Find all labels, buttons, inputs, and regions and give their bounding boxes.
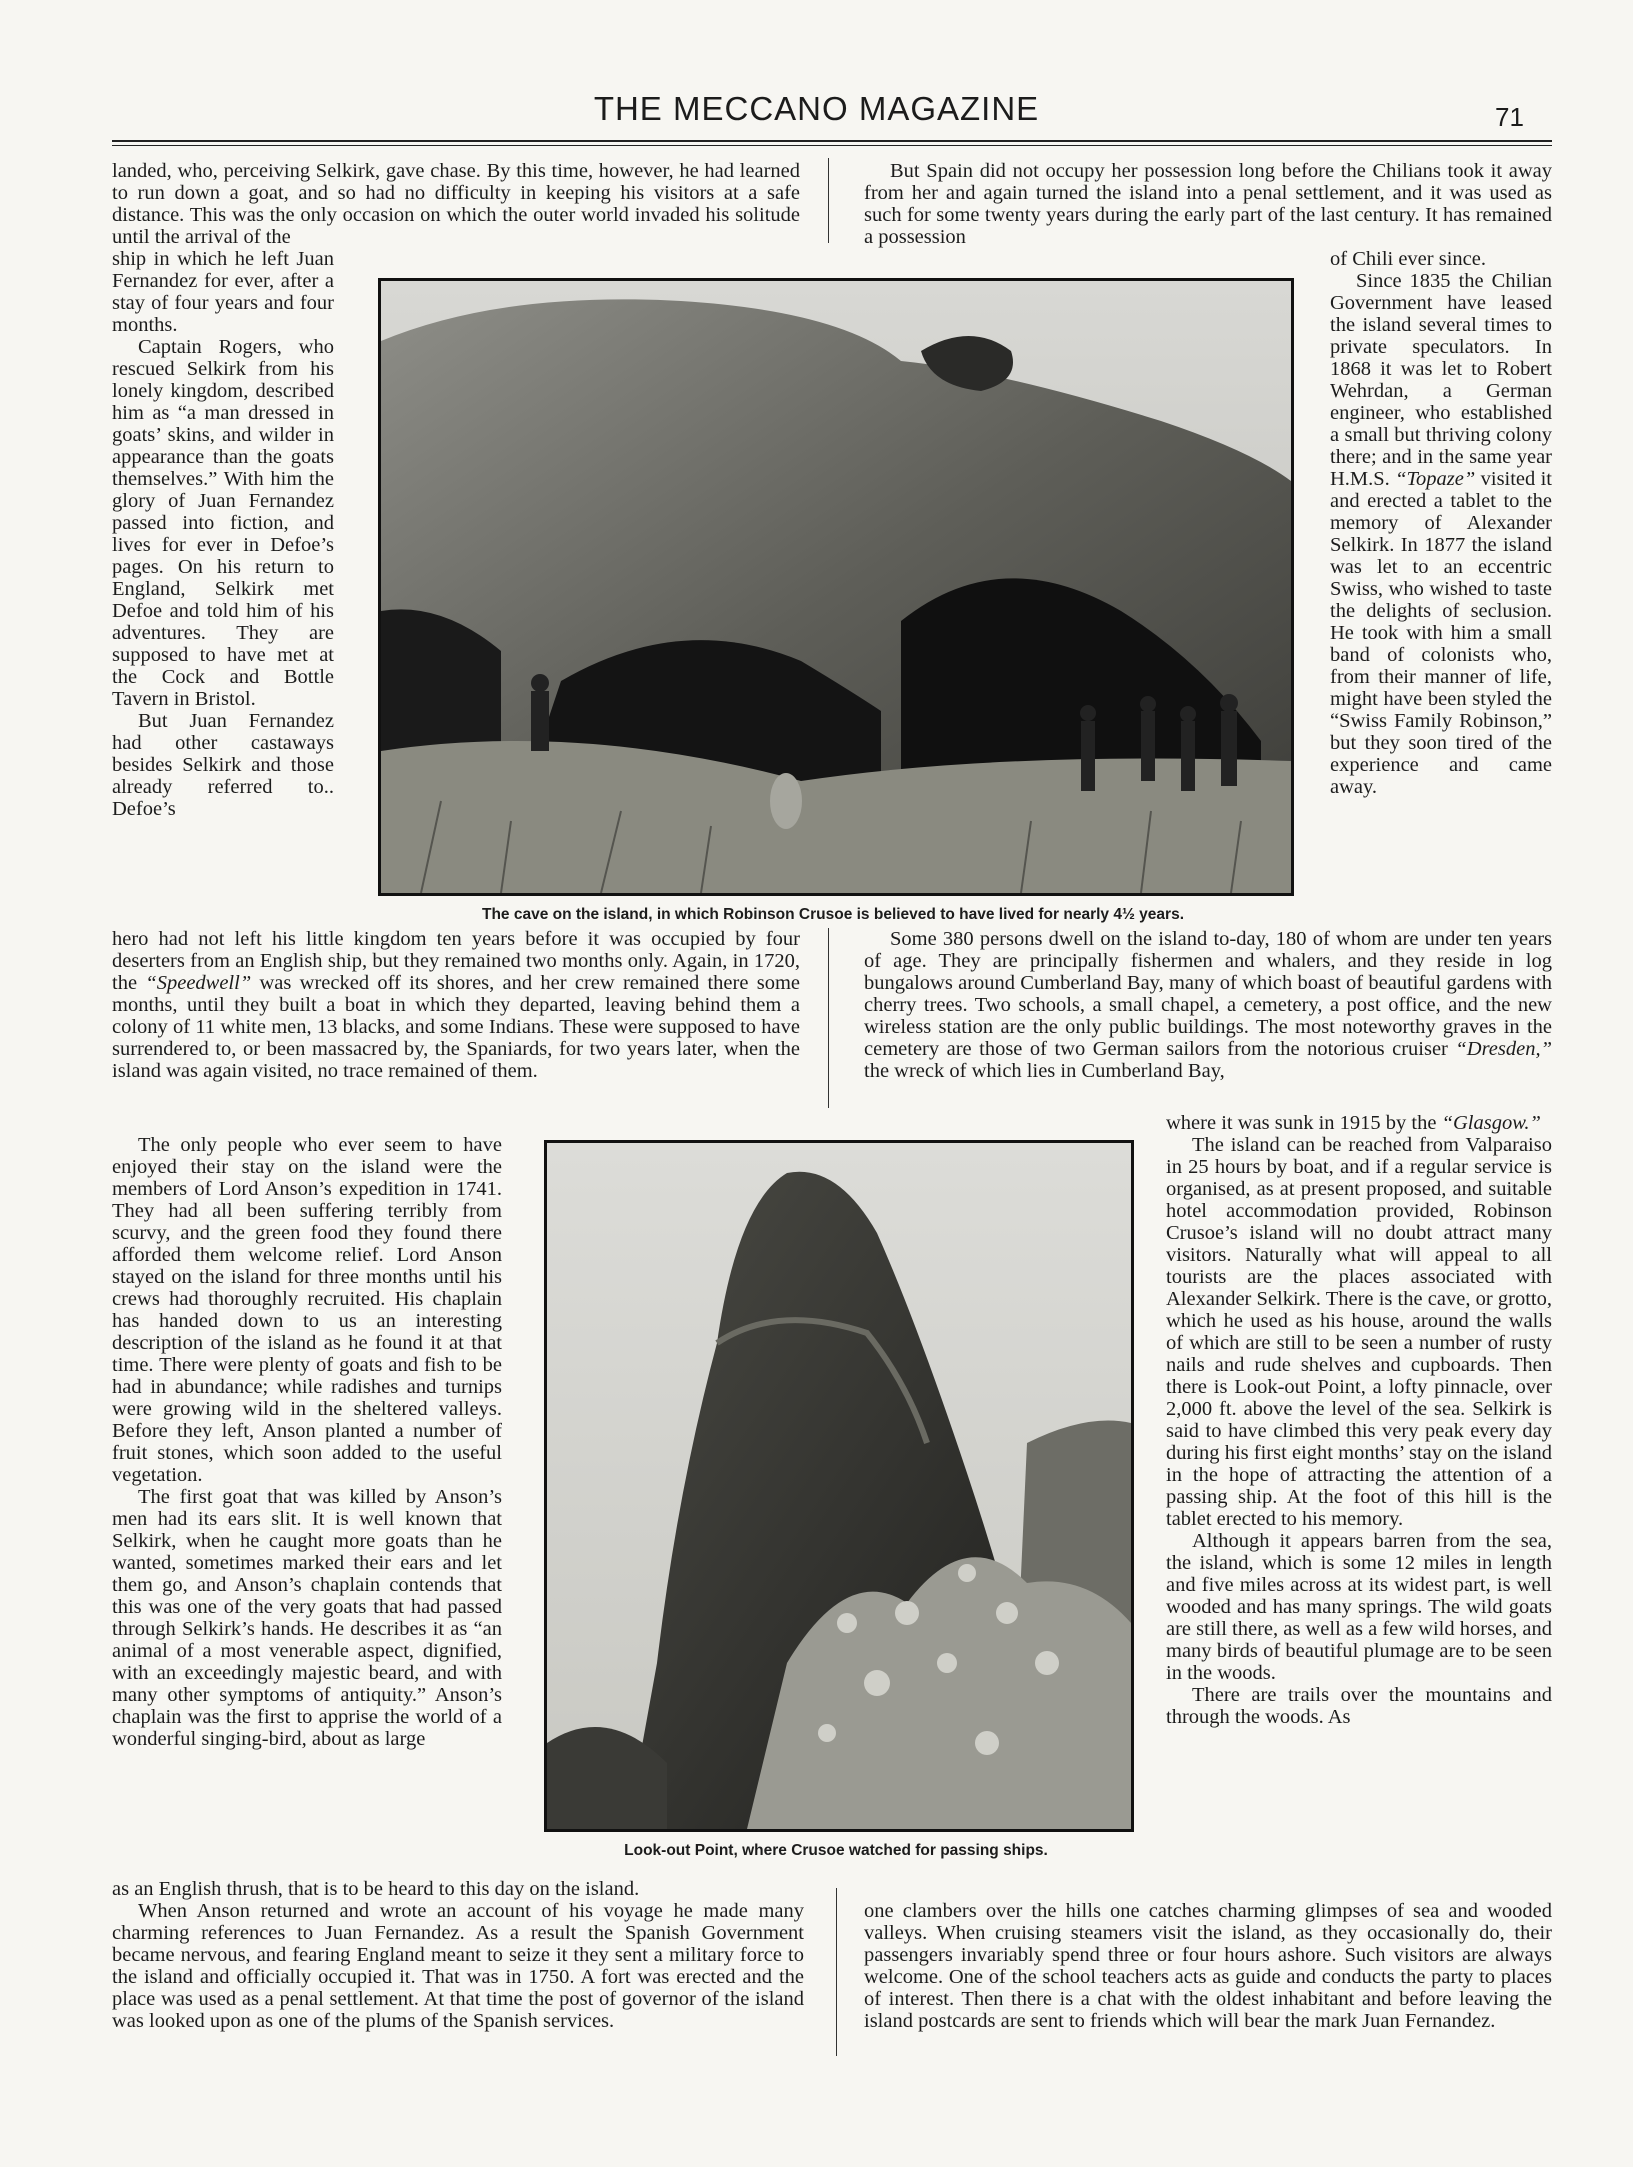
column-one-lower-text [112, 1134, 502, 1750]
column-two-bottom-text [864, 1900, 1552, 2032]
paragraph: When Anson returned and wrote an account of his voyage he made many charming references to Juan Fernandez. As a result the Spanish Government became nervous, and fearing England meant to seize it they sent a military force to the island and officially occupied it. That was in 1750. A fort was erected and the place was used as a penal settlement. At that time the post of governor of the island was looked upon as one of the plums of the Spanish services. [112, 1900, 804, 2032]
paragraph: of Chili ever since. [1330, 248, 1486, 270]
paragraph [1166, 1112, 1552, 1134]
text-run: where it was sunk in 1915 by the [1166, 1112, 1442, 1134]
column-rule-top [828, 158, 829, 243]
lookout-caption: Look-out Point, where Crusoe watched for passing ships. [624, 1842, 1048, 1859]
magazine-title: THE MECCANO MAGAZINE [593, 90, 1040, 127]
column-one-bottom-text [112, 1878, 804, 2032]
column-one-middle-text [112, 928, 800, 1082]
column-two-top-text [864, 160, 1552, 248]
ship-name-glasgow: “Glasgow.” [1441, 1112, 1541, 1134]
paragraph: one clambers over the hills one catches charming glimpses of sea and wooded valleys. When cruising steamers visit the island, as they occasionally do, their passengers invariably spend three or four hours ashore. Such visitors are always welcome. One of the school teachers acts as guide and conducts the party to places of interest. Then there is a chat with the oldest inhabitant and before leaving the island postcards are sent to friends which will bear the mark Juan Fernandez. [864, 1900, 1552, 2032]
paragraph: But Spain did not occupy her possession long before the Chilians took it away from her and again turned the island into a penal settlement, and it was used as such for some twenty years during the early part of the last century. It has remained a possession [864, 160, 1552, 248]
column-one-narrow-text [112, 248, 334, 820]
paragraph: The only people who ever seem to have enjoyed their stay on the island were the members of Lord Anson’s expedition in 1741. They had all been suffering terribly from scurvy, and the green food they found there afforded them welcome relief. Lord Anson stayed on the island for three months until his crews had thoroughly recruited. His chaplain has handed down to us an interesting description of the island as he found it at that time. There were plenty of goats and fish to be had in abundance; while radishes and turnips were growing wild in the sheltered valleys. Before they left, Anson planted a number of fruit stones, which soon added to the useful vegetation. [112, 1134, 502, 1486]
paragraph: landed, who, perceiving Selkirk, gave chase. By this time, however, he had learned to run down a goat, and so had no difficulty in keeping his visitors at a safe distance. This was the only occasion on which the outer world invaded his solitude until the arrival of the [112, 160, 800, 248]
paragraph: The island can be reached from Valparaiso in 25 hours by boat, and if a regular service is organised, as at present proposed, and suitable hotel accommodation provided, Robinson Crusoe’s island will no doubt attract many visitors. Naturally what will appeal to all tourists are the places associated with Alexander Selkirk. There is the cave, or grotto, which he used as his house, around the walls of which are still to be seen a number of rusty nails and rude shelves and cupboards. Then there is Look-out Point, a lofty pinnacle, over 2,000 ft. above the level of the sea. Selkirk is said to have climbed this very peak every day during his first eight months’ stay on the island in the hope of attracting the attention of a passing ship. At the foot of this hill is the tablet erected to his memory. [1166, 1134, 1552, 1530]
text-run: hero had not left his little kingdom ten years before it was occupied by four deserters from an English ship, but they remained two months only. Again, in 1720, the [112, 928, 800, 994]
paragraph [112, 928, 800, 1082]
text-run: was wrecked off its shores, and her crew remained there some months, until they built a boat in which they departed, leaving behind them a colony of 11 white men, 13 blacks, and some Indians. These were supposed to have surrendered to, or been massacred by, the Spaniards, for two years later, when the island was again visited, no trace remained of them. [112, 972, 800, 1082]
page-number: 71 [1495, 102, 1524, 132]
paragraph: The first goat that was killed by Anson’s men had its ears slit. It is well known that Selkirk, when he caught more goats than he wanted, sometimes marked their ears and let them go, and Anson’s chaplain contends that this was one of the very goats that had passed through Selkirk’s hands. He describes it as “an animal of a most venerable aspect, dignified, with an exceedingly majestic beard, and with many other symptoms of antiquity.” Anson’s chaplain was the first to apprise the world of a wonderful singing-bird, about as large [112, 1486, 502, 1750]
paragraph: There are trails over the mountains and through the woods. As [1166, 1684, 1552, 1728]
text-run: Since 1835 the Chilian Government have leased the island several times to private speculators. In 1868 it was let to Robert Wehrdan, a German engineer, who established a small but thriving colony there; and in the same year H.M.S. [1330, 270, 1552, 490]
column-one-top-text [112, 160, 800, 248]
ship-name-dresden: “Dresden,” [1455, 1038, 1552, 1060]
header-rule-thin [112, 145, 1552, 146]
cave-caption: The cave on the island, in which Robinson Crusoe is believed to have lived for nearly 4½ years. [481, 906, 1185, 923]
paragraph: ship in which he left Juan Fernandez for ever, after a stay of four years and four months. [112, 248, 334, 336]
paragraph: as an English thrush, that is to be heard to this day on the island. [112, 1878, 640, 1900]
text-run: the wreck of which lies in Cumberland Bay, [864, 1060, 1225, 1082]
lookout-illustration [547, 1143, 1131, 1829]
cave-photo [378, 278, 1294, 896]
column-rule-middle [828, 928, 829, 1108]
column-rule-bottom [836, 1888, 837, 2056]
cave-illustration [381, 281, 1291, 893]
text-run: Some 380 persons dwell on the island to-day, 180 of whom are under ten years of age. They are principally fishermen and whalers, and they reside in log bungalows around Cumberland Bay, many of which boast of beautiful gardens with cherry trees. Two schools, a small chapel, a cemetery, a post office, and the new wireless station are the only public buildings. The most noteworthy graves in the cemetery are those of two German sailors from the notorious cruiser [864, 928, 1552, 1060]
paragraph: Captain Rogers, who rescued Selkirk from his lonely kingdom, described him as “a man dressed in goats’ skins, and wilder in appearance than the goats themselves.” With him the glory of Juan Fernandez passed into fiction, and lives for ever in Defoe’s pages. On his return to England, Selkirk met Defoe and told him of his adventures. They are supposed to have met at the Cock and Bottle Tavern in Bristol. [112, 336, 334, 710]
column-two-lower-text [1166, 1112, 1552, 1728]
column-two-middle-text [864, 928, 1552, 1082]
column-two-narrow-text [1330, 248, 1552, 798]
paragraph [864, 928, 1552, 1082]
header-rule [112, 140, 1552, 142]
ship-name-topaze: “Topaze” [1395, 468, 1476, 490]
ship-name-speedwell: “Speedwell” [145, 972, 252, 994]
paragraph [1330, 270, 1552, 798]
lookout-point-photo [544, 1140, 1134, 1832]
paragraph: Although it appears barren from the sea, the island, which is some 12 miles in length and five miles across at its widest part, is well wooded and has many springs. The wild goats are still there, as well as a few wild horses, and many birds of beautiful plumage are to be seen in the woods. [1166, 1530, 1552, 1684]
text-run: visited it and erected a tablet to the memory of Alexander Selkirk. In 1877 the island was let to an eccentric Swiss, who wished to taste the delights of seclusion. He took with him a small band of colonists who, from their manner of life, might have been styled the “Swiss Family Robinson,” but they soon tired of the experience and came away. [1330, 468, 1552, 798]
paragraph: But Juan Fernandez had other castaways besides Selkirk and those already referred to.. Defoe’s [112, 710, 334, 820]
